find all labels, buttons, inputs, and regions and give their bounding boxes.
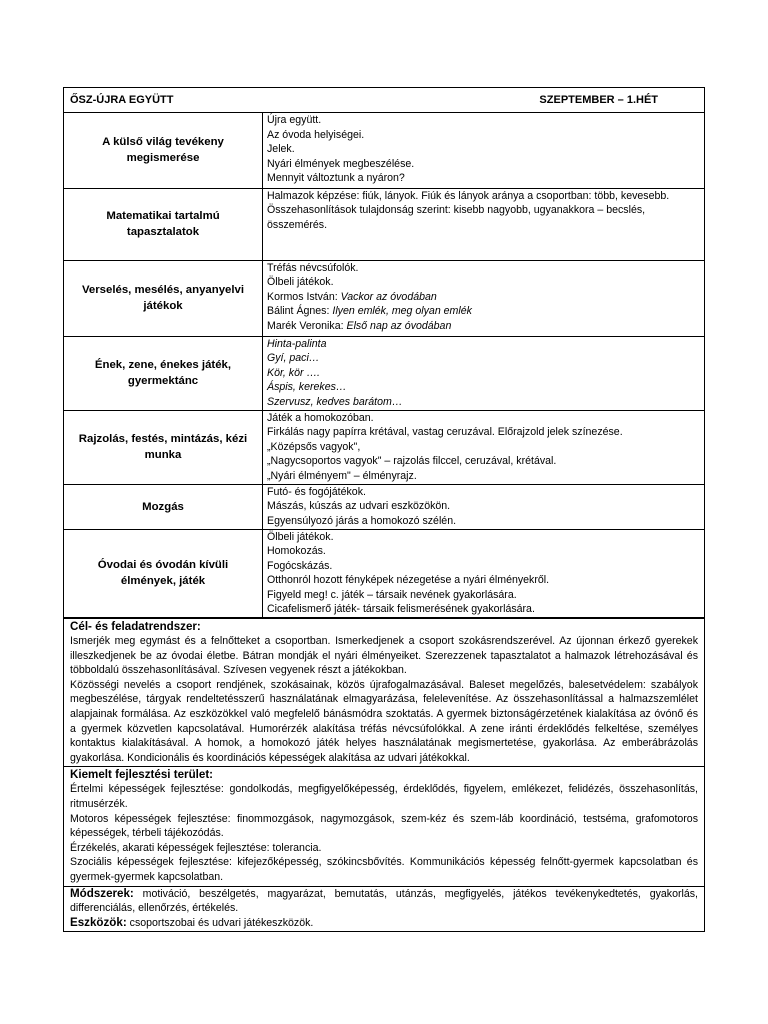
activity-row [64,260,704,336]
activity-item [267,366,701,381]
development-paragraph: Motoros képességek fejlesztése: finommozgások, nagymozgások, szem-kéz és szem-láb koordináció, testséma, grafomotoros képességek, térbeli tájékozódás. [70,812,698,840]
activity-area-label: Ének, zene, énekes játék, gyermektánc [64,336,263,410]
activity-item: Egyensúlyozó járás a homokozó szélén. [267,514,457,527]
activity-items [263,410,705,484]
activity-item: Tréfás névcsúfolók. [267,261,359,274]
activity-area-label: A külső világ tevékeny megismerése [64,113,263,188]
development-paragraph: Szociális képességek fejlesztése: kifejezőképesség, szókincsbővítés. Kommunikációs képesség felnőtt-gyermek kapcsolatban és gyermek-gyermek kapcsolatban. [70,856,698,883]
tools-text: csoportszobai és udvari játékeszközök. [126,916,314,929]
activity-item: Játék a homokozóban. [267,411,374,424]
activity-row [64,529,704,618]
goals-paragraph: Ismerjék meg egymást és a felnőtteket a csoportban. Ismerkedjenek a csoport szokásrendszerével. Az újonnan érkező gyerekek illeszkedjenek be az óvodai életbe. Bátran mondják el nyári élményeiket. Szerezzenek tapasztalatot a halmazok létrehozásával és többoldalú összehasonlításával. Szívesen vegyenek részt a játékokban. [70,635,698,677]
activity-item: Homokozás. [267,545,326,558]
activity-row [64,336,704,410]
methods-text: motiváció, beszélgetés, magyarázat, bemutatás, utánzás, megfigyelés, játékos tevékenykedtetés, gyakorlás, differenciálás, ellenőrzés, értékelés. [70,887,698,915]
development-title: Kiemelt fejlesztési terület: [70,768,214,782]
item-title: Első nap az óvodában [346,319,452,332]
activity-item [267,337,701,352]
activity-item: „Nagycsoportos vagyok" – rajzolás filccel, ceruzával, krétával. [267,455,557,468]
activity-items [263,529,705,618]
activity-area-label: Verselés, mesélés, anyanyelvi játékok [64,260,263,336]
item-title: Gyí, paci… [267,352,320,365]
activity-item: Otthonról hozott fényképek nézegetése a nyári élményekről. [267,574,550,587]
methods-title: Módszerek: [70,886,134,900]
activity-item [267,395,701,410]
methods-tools-section [64,886,704,932]
activity-item [267,380,701,395]
activity-item: Fogócskázás. [267,559,333,572]
item-title: Ilyen emlék, meg olyan emlék [332,305,472,318]
goals-paragraph: Közösségi nevelés a csoport rendjének, szokásainak, közös újrafogalmazásával. Baleset megelőzés, balesetvédelem: szabályok megbeszélése, tárgyak rendeltetésszerű használatának elmagyarázása, felelevenítése. Az összehasonlítással a halmazszemlélet alapjainak formálása. Az eszközökkel való megfelelő bánásmódra szoktatás. A gyermek biztonságérzetének kialakítása az óvónő és a gyermek közvetlen kapcsolatával. Humorérzék alakítása tréfás névcsúfolókkal. A zene iránti érdeklődés felkeltése, személyes kontaktus kialakításával. A homok, a homokozó játék helyes használatának megismertetése, gyakorlása. Az emberábrázolás gyakorlása. Kondicionális és koordinációs képességek alakítása az udvari játékokkal. [70,678,698,764]
activity-item: „Nyári élményem" – élményrajz. [267,469,417,482]
tools-line [70,916,698,931]
activity-item: Nyári élmények megbeszélése. [267,157,415,170]
activity-item: Újra együtt. [267,114,322,126]
goals-section [64,618,704,766]
item-title: Vackor az óvodában [340,290,437,303]
activity-row [64,188,704,260]
activity-row [64,113,704,188]
methods-line [70,887,698,916]
activity-item: Összehasonlítások tulajdonság szerint: kisebb nagyobb, ugyanakkora – becslés, összemérés. [267,204,646,231]
activity-items [263,336,705,410]
activity-item: Futó- és fogójátékok. [267,485,366,498]
item-author: Kormos István: [267,290,341,303]
activity-area-label: Mozgás [64,484,263,529]
weekly-plan-sheet [63,87,705,932]
activity-item: Figyeld meg! c. játék – társaik nevének gyakorlására. [267,588,517,601]
tools-title: Eszközök: [70,915,127,929]
item-title: Áspis, kerekes… [267,381,347,394]
item-author: Marék Veronika: [267,319,347,332]
activity-item [267,290,701,305]
activity-item: Ölbeli játékok. [267,276,334,289]
activity-area-label: Matematikai tartalmú tapasztalatok [64,188,263,260]
activity-item: Mászás, kúszás az udvari eszközökön. [267,500,451,513]
development-paragraph: Érzékelés, akarati képességek fejlesztése: tolerancia. [70,841,322,854]
activity-items [263,260,705,336]
activity-item: Jelek. [267,143,295,156]
item-title: Szervusz, kedves barátom… [267,395,403,408]
week-label: SZEPTEMBER – 1.HÉT [539,93,658,106]
development-section [64,766,704,885]
activity-area-label: Rajzolás, festés, mintázás, kézi munka [64,410,263,484]
activity-item [267,319,701,334]
activity-row [64,410,704,484]
activity-item: Mennyit változtunk a nyáron? [267,172,405,185]
activity-item: Az óvoda helyiségei. [267,128,365,141]
activity-item: Halmazok képzése: fiúk, lányok. Fiúk és lányok aránya a csoportban: több, kevesebb. [267,189,670,202]
activity-item: Cicafelismerő játék- társaik felismerésének gyakorlására. [267,603,535,616]
development-paragraph: Értelmi képességek fejlesztése: gondolkodás, megfigyelőképesség, érdeklődés, figyelem, emlékezet, felidézés, összehasonlítás, ritmusérzék. [70,783,698,810]
plan-header [64,88,704,113]
goals-title: Cél- és feladatrendszer: [70,620,201,634]
activity-items [263,188,705,260]
activity-table [64,113,704,618]
item-author: Bálint Ágnes: [267,305,333,318]
activity-area-label: Óvodai és óvodán kívüli élmények, játék [64,529,263,618]
activity-row [64,484,704,529]
activity-item: „Középsős vagyok", [267,440,361,453]
activity-item: Ölbeli játékok. [267,530,334,543]
activity-items [263,484,705,529]
item-title: Kör, kör …. [267,366,320,379]
activity-item: Firkálás nagy papírra krétával, vastag ceruzával. Előrajzold jelek színezése. [267,426,623,439]
activity-items [263,113,705,188]
item-title: Hinta-palinta [267,337,327,350]
theme-title: ŐSZ-ÚJRA EGYÜTT [70,93,174,106]
activity-item [267,304,701,319]
activity-item [267,351,701,366]
